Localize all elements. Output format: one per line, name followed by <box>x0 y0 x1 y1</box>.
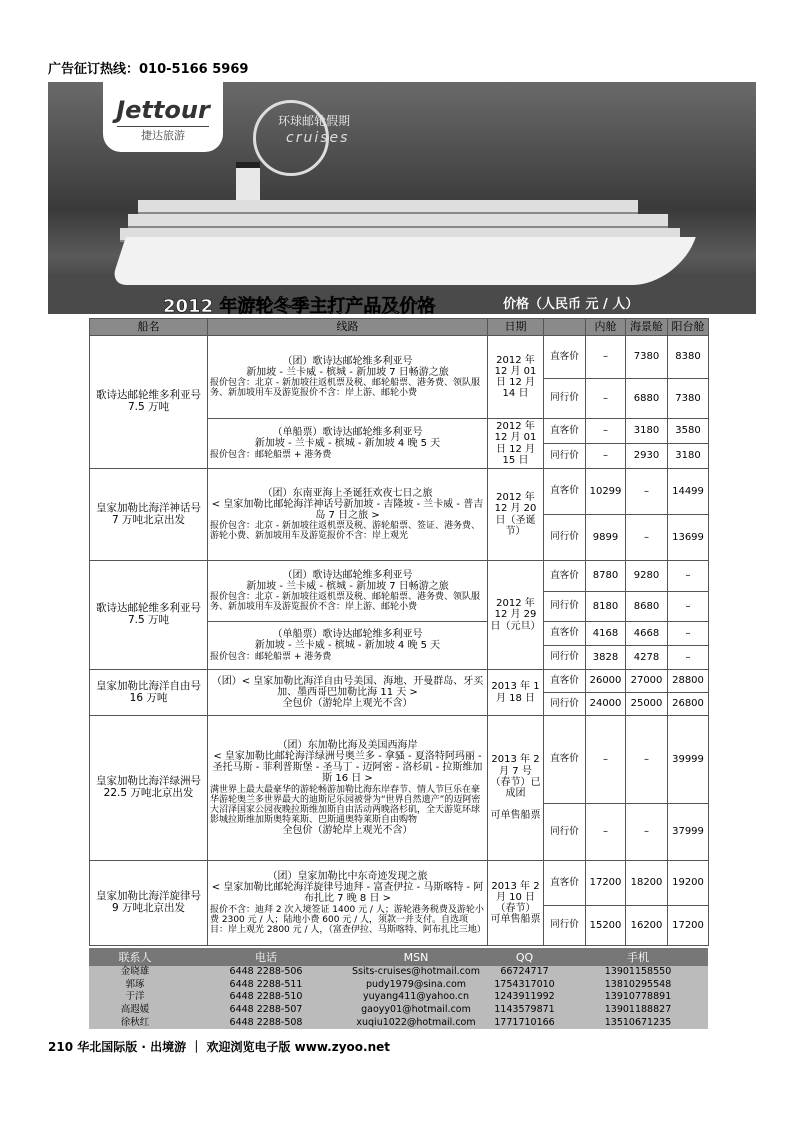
price-type: 同行价 <box>544 804 586 861</box>
price-type: 直客价 <box>544 419 586 444</box>
ship-deck <box>138 200 638 214</box>
route-detail: 报价包含：邮轮船票 + 港务费 <box>210 449 332 460</box>
contact-qq: 1243911992 <box>481 991 568 1004</box>
date-cell: 2012 年 12 月 01 日 12 月 15 日 <box>488 419 544 469</box>
route-cell <box>208 561 488 622</box>
price-inside: 3828 <box>586 646 626 670</box>
contact-name: 金晓雄 <box>89 966 181 979</box>
price-balcony: 28800 <box>668 670 709 693</box>
price-type: 直客价 <box>544 622 586 646</box>
route-title: （团）歌诗达邮轮维多利亚号 <box>282 355 413 367</box>
price-oceanview: 7380 <box>626 336 668 379</box>
contact-header-row <box>89 948 708 966</box>
price-oceanview: 25000 <box>626 693 668 716</box>
price-type: 直客价 <box>544 561 586 592</box>
date-note: 可单售船票 <box>490 914 541 926</box>
header-msn: MSN <box>351 948 481 966</box>
price-inside: – <box>586 419 626 444</box>
page-footer: 210 华北国际版 · 出境游 ｜ 欢迎浏览电子版 www.zyoo.net <box>48 1040 390 1054</box>
banner-title: 2012 年游轮冬季主打产品及价格 <box>163 296 436 314</box>
route-title: （单船票）歌诗达邮轮维多利亚号 <box>272 427 423 439</box>
price-type: 同行价 <box>544 379 586 419</box>
route-sub: 新加坡 - 兰卡威 - 槟城 - 新加坡 4 晚 5 天 <box>254 640 441 652</box>
header-qq: QQ <box>481 948 568 966</box>
price-type: 同行价 <box>544 444 586 469</box>
date-cell <box>488 716 544 861</box>
price-type: 直客价 <box>544 861 586 906</box>
header-ship: 船名 <box>90 319 208 336</box>
contact-mobile: 13810295548 <box>568 979 708 992</box>
price-type: 直客价 <box>544 336 586 379</box>
route-title: （团）东加勒比海及美国西海岸 <box>277 739 418 751</box>
contact-row <box>89 1016 708 1029</box>
price-oceanview: 2930 <box>626 444 668 469</box>
date-cell: 2013 年 1 月 18 日 <box>488 670 544 716</box>
ship-hull <box>110 237 696 285</box>
table-row <box>90 670 709 693</box>
header-type <box>544 319 586 336</box>
price-inside: – <box>586 804 626 861</box>
table-row <box>90 561 709 592</box>
price-balcony: – <box>668 622 709 646</box>
contact-qq: 1754317010 <box>481 979 568 992</box>
contact-qq: 66724717 <box>481 966 568 979</box>
contact-msn: Ssits-cruises@hotmail.com <box>352 966 480 978</box>
ad-hotline: 广告征订热线：010-5166 5969 <box>48 62 249 77</box>
header-inside: 内舱 <box>586 319 626 336</box>
ship-name: 皇家加勒比海洋旋律号 9 万吨北京出发 <box>90 861 208 946</box>
contact-msn: pudy1979@sina.com <box>351 979 481 992</box>
price-type: 同行价 <box>544 693 586 716</box>
cruise-banner <box>48 82 756 314</box>
price-oceanview: 4668 <box>626 622 668 646</box>
ship-name: 皇家加勒比海洋神话号 7 万吨北京出发 <box>90 469 208 561</box>
price-balcony: 17200 <box>668 906 709 946</box>
table-row <box>90 336 709 379</box>
route-cell <box>208 469 488 561</box>
date-cell: 2012 年 12 月 01 日 12 月 14 日 <box>488 336 544 419</box>
jettour-logo <box>103 82 223 152</box>
contact-msn: gaoyy01@hotmail.com <box>351 1004 481 1017</box>
price-inside: 24000 <box>586 693 626 716</box>
contact-mobile: 13901188827 <box>568 1004 708 1017</box>
contact-qq: 1143579871 <box>481 1004 568 1017</box>
price-type: 同行价 <box>544 515 586 561</box>
route-cell <box>208 419 488 469</box>
price-type: 同行价 <box>544 906 586 946</box>
price-inside: – <box>586 336 626 379</box>
date-cell: 2012 年 12 月 20 日（圣诞节） <box>488 469 544 561</box>
price-oceanview: – <box>626 515 668 561</box>
ship-name: 皇家加勒比海洋自由号 16 万吨 <box>90 670 208 716</box>
contact-mobile: 13901158550 <box>568 966 708 979</box>
price-inside: 4168 <box>586 622 626 646</box>
price-oceanview: 6880 <box>626 379 668 419</box>
ship-name: 歌诗达邮轮维多利亚号7.5 万吨 <box>90 336 208 469</box>
price-inside: 8780 <box>586 561 626 592</box>
contact-phone: 6448 2288-507 <box>181 1004 351 1017</box>
price-inside: – <box>586 716 626 804</box>
header-route: 线路 <box>208 319 488 336</box>
route-title: （团）皇家加勒比中东奇迹发现之旅 <box>267 871 428 883</box>
price-oceanview: 27000 <box>626 670 668 693</box>
route-sub: 全包价（游轮岸上观光不含） <box>282 698 413 710</box>
price-inside: – <box>586 444 626 469</box>
price-oceanview: 16200 <box>626 906 668 946</box>
price-oceanview: – <box>626 469 668 515</box>
price-type: 同行价 <box>544 646 586 670</box>
price-oceanview: – <box>626 804 668 861</box>
price-oceanview: 3180 <box>626 419 668 444</box>
price-balcony: 26800 <box>668 693 709 716</box>
route-sub: 新加坡 - 兰卡威 - 槟城 - 新加坡 4 晚 5 天 <box>254 438 441 450</box>
route-foot: 全包价（游轮岸上观光不含） <box>282 824 413 836</box>
ship-name: 皇家加勒比海洋绿洲号 22.5 万吨北京出发 <box>90 716 208 861</box>
route-title: （团）歌诗达邮轮维多利亚号 <box>282 569 413 581</box>
contact-name: 高遐媛 <box>89 1004 181 1017</box>
price-type: 直客价 <box>544 670 586 693</box>
date-text: 2013 年 2 月 7 号（春节）已成团 <box>490 754 541 799</box>
contact-msn: xuqiu1022@hotmail.com <box>351 1016 481 1029</box>
route-detail: 报价包含：邮轮船票 + 港务费 <box>210 651 332 662</box>
price-inside: 10299 <box>586 469 626 515</box>
route-cell <box>208 716 488 861</box>
route-detail: 报价包含：北京 - 新加坡往返机票及税、游轮船票、签证、港务费、游轮小费、新加坡用车及游览报价不含：岸上观光 <box>210 521 480 542</box>
contact-msn: yuyang411@yahoo.cn <box>351 991 481 1004</box>
price-type: 同行价 <box>544 592 586 622</box>
price-oceanview: – <box>626 716 668 804</box>
price-balcony: 39999 <box>668 716 709 804</box>
header-date: 日期 <box>488 319 544 336</box>
contact-row <box>89 1004 708 1017</box>
price-unit-label: 价格（人民币 元 / 人） <box>503 297 639 312</box>
header-balcony: 阳台舱 <box>668 319 709 336</box>
route-title: （团）< 皇家加勒比海洋自由号美国、海地、开曼群岛、牙买加、墨西哥巴加勒比海 11 天 > <box>211 675 484 698</box>
contact-row <box>89 991 708 1004</box>
route-detail: 满世界上最大最豪华的游轮畅游加勒比海东岸春节、情人节巨乐在豪华游轮奥兰多世界最大的迪斯尼乐园被誉为“世界自然遗产”的迈阿密大沼泽国家公园夜晚拉斯维加斯自由活动两晚洛杉矶，全天游览环球影城拉斯维加斯奥特莱斯、巴斯通奥特莱斯自由购物 <box>210 784 481 825</box>
header-oceanview: 海景舱 <box>626 319 668 336</box>
route-sub: 新加坡 - 兰卡威 - 槟城 - 新加坡 7 日畅游之旅 <box>246 580 449 592</box>
logo-subtext: 捷达旅游 <box>117 126 209 143</box>
table-row <box>90 716 709 804</box>
contact-row <box>89 979 708 992</box>
contact-mobile: 13510671235 <box>568 1016 708 1029</box>
price-balcony: 3180 <box>668 444 709 469</box>
date-cell: 2012 年 12 月 29 日（元旦） <box>488 561 544 670</box>
ship-name: 歌诗达邮轮维多利亚号7.5 万吨 <box>90 561 208 670</box>
date-cell <box>488 861 544 946</box>
header-mobile: 手机 <box>568 948 708 966</box>
price-oceanview: 18200 <box>626 861 668 906</box>
logo-text: Jettour <box>116 96 210 124</box>
route-detail: 报价不含：迪拜 2 次入境签证 1400 元 / 人；游轮港务税费及游轮小费 2300 元 / 人；陆地小费 600 元 / 人，须款一并支付。自选项目：岸上观光 2800 元 / 人，（富查伊拉、马斯喀特、阿布扎比三地） <box>210 904 486 935</box>
route-sub: < 皇家加勒比邮轮海洋旋律号迪拜 - 富查伊拉 - 马斯喀特 - 阿布扎比 7 晚 8 日 > <box>211 882 484 905</box>
contact-name: 郭琢 <box>89 979 181 992</box>
price-oceanview: 9280 <box>626 561 668 592</box>
price-table <box>89 318 709 946</box>
ship-deck <box>128 214 668 228</box>
contact-phone: 6448 2288-510 <box>181 991 351 1004</box>
price-inside: – <box>586 379 626 419</box>
contact-mobile: 13910778891 <box>568 991 708 1004</box>
route-cell <box>208 670 488 716</box>
cruise-logo-cn: 环球邮轮假期 <box>278 114 351 128</box>
cruise-logo-en: cruises <box>286 130 350 146</box>
contact-table <box>89 948 708 1029</box>
price-type: 直客价 <box>544 716 586 804</box>
route-cell <box>208 336 488 419</box>
route-cell <box>208 622 488 670</box>
price-inside: 9899 <box>586 515 626 561</box>
route-title: （团）东南亚海上圣诞狂欢夜七日之旅 <box>262 487 433 499</box>
header-phone: 电话 <box>181 948 351 966</box>
price-type: 直客价 <box>544 469 586 515</box>
contact-row <box>89 966 708 979</box>
price-balcony: 14499 <box>668 469 709 515</box>
price-balcony: – <box>668 646 709 670</box>
route-detail: 报价包含：北京 - 新加坡往返机票及税、邮轮船票、港务费、领队服务、新加坡用车及游览报价不含：岸上游、邮轮小费 <box>210 592 480 613</box>
table-row <box>90 861 709 906</box>
price-inside: 8180 <box>586 592 626 622</box>
price-balcony: 3580 <box>668 419 709 444</box>
price-oceanview: 4278 <box>626 646 668 670</box>
price-balcony: 7380 <box>668 379 709 419</box>
route-sub: < 皇家加勒比邮轮海洋绿洲号奥兰多 - 拿骚 - 夏洛特阿玛丽 - 圣托马斯 - 菲利普斯堡 - 圣马丁 - 迈阿密 - 洛杉矶 - 拉斯维加斯 16 日 > <box>212 751 483 785</box>
price-balcony: 13699 <box>668 515 709 561</box>
table-header-row <box>90 319 709 336</box>
price-balcony: – <box>668 592 709 622</box>
header-contact: 联系人 <box>89 948 181 966</box>
route-cell <box>208 861 488 946</box>
date-note: 可单售船票 <box>490 810 541 822</box>
price-balcony: – <box>668 561 709 592</box>
price-balcony: 19200 <box>668 861 709 906</box>
table-row <box>90 469 709 515</box>
route-sub: 新加坡 - 兰卡威 - 槟城 - 新加坡 7 日畅游之旅 <box>246 366 449 378</box>
price-inside: 26000 <box>586 670 626 693</box>
contact-phone: 6448 2288-511 <box>181 979 351 992</box>
route-title: （单船票）歌诗达邮轮维多利亚号 <box>272 629 423 641</box>
contact-name: 于洋 <box>89 991 181 1004</box>
price-balcony: 8380 <box>668 336 709 379</box>
contact-name: 徐秋红 <box>89 1016 181 1029</box>
price-inside: 15200 <box>586 906 626 946</box>
route-sub: < 皇家加勒比邮轮海洋神话号新加坡 - 吉隆坡 - 兰卡威 - 普吉岛 7 日之旅 > <box>211 498 484 522</box>
price-balcony: 37999 <box>668 804 709 861</box>
contact-qq: 1771710166 <box>481 1016 568 1029</box>
date-text: 2013 年 2 月 10 日（春节） <box>491 880 540 914</box>
contact-phone: 6448 2288-506 <box>181 966 351 979</box>
price-oceanview: 8680 <box>626 592 668 622</box>
route-detail: 报价包含：北京 - 新加坡往返机票及税、邮轮船票、港务费、领队服务、新加坡用车及游览报价不含：岸上游、邮轮小费 <box>210 378 480 399</box>
contact-phone: 6448 2288-508 <box>181 1016 351 1029</box>
price-inside: 17200 <box>586 861 626 906</box>
